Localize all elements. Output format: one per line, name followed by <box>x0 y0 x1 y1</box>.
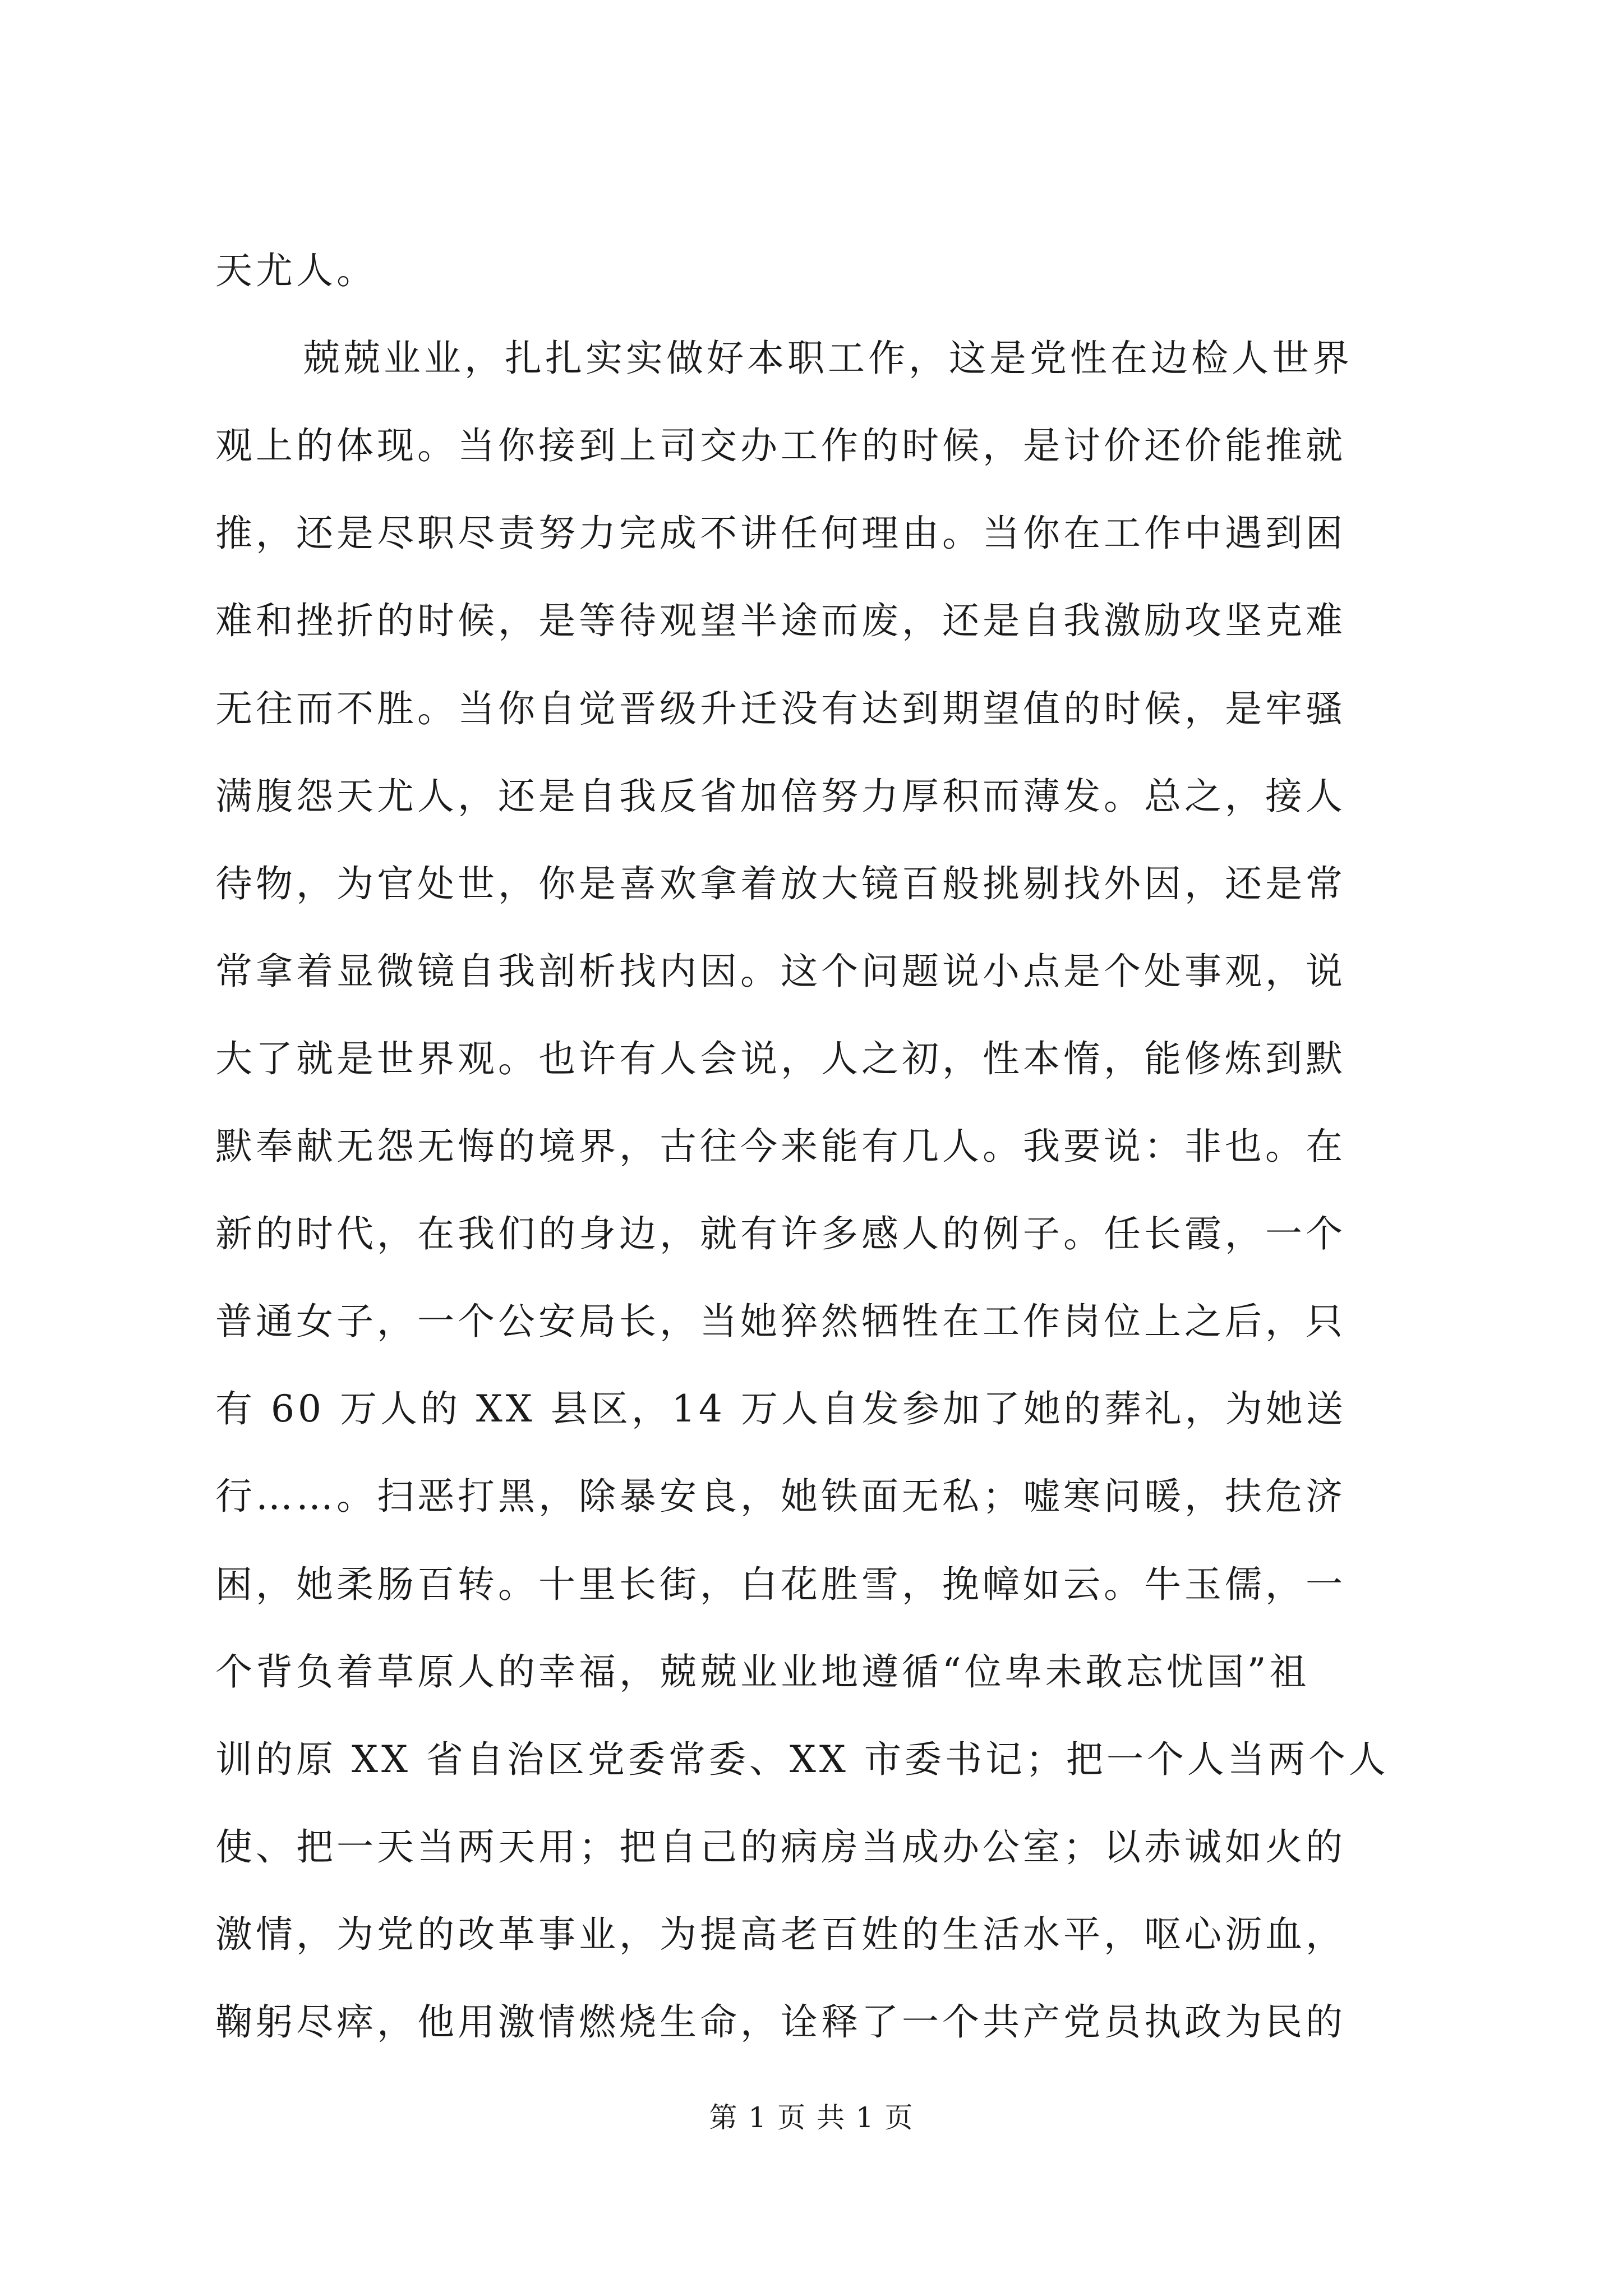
text-line: 兢兢业业，扎扎实实做好本职工作，这是党性在边检人世界 <box>303 337 1353 380</box>
text-line: 满腹怨天尤人，还是自我反省加倍努力厚积而薄发。总之，接人 <box>215 775 1346 818</box>
text-line: 推，还是尽职尽责努力完成不讲任何理由。当你在工作中遇到困 <box>215 512 1346 555</box>
text-line: 训的原 XX 省自治区党委常委、XX 市委书记；把一个人当两个人 <box>215 1738 1389 1781</box>
text-line: 新的时代，在我们的身边，就有许多感人的例子。任长霞，一个 <box>215 1212 1346 1255</box>
text-line: 常拿着显微镜自我剖析找内因。这个问题说小点是个处事观，说 <box>215 950 1346 993</box>
text-line: 有 60 万人的 XX 县区，14 万人自发参加了她的葬礼，为她送 <box>215 1387 1347 1430</box>
page-footer: 第 1 页 共 1 页 <box>709 2101 914 2134</box>
text-line: 天尤人。 <box>215 249 377 292</box>
text-line: 待物，为官处世，你是喜欢拿着放大镜百般挑剔找外因，还是常 <box>215 862 1346 905</box>
text-line: 普通女子，一个公安局长，当她猝然牺牲在工作岗位上之后，只 <box>215 1300 1346 1343</box>
text-line: 使、把一天当两天用；把自己的病房当成办公室；以赤诚如火的 <box>215 1825 1346 1869</box>
text-line: 大了就是世界观。也许有人会说，人之初，性本惰，能修炼到默 <box>215 1037 1346 1080</box>
text-line: 激情，为党的改革事业，为提高老百姓的生活水平，呕心沥血， <box>215 1913 1346 1956</box>
text-line: 观上的体现。当你接到上司交办工作的时候，是讨价还价能推就 <box>215 424 1346 467</box>
text-line: 困，她柔肠百转。十里长街，白花胜雪，挽幛如云。牛玉儒，一 <box>215 1563 1346 1606</box>
text-line: 无往而不胜。当你自觉晋级升迁没有达到期望值的时候，是牢骚 <box>215 687 1346 730</box>
text-line: 个背负着草原人的幸福，兢兢业业地遵循“位卑未敢忘忧国”祖 <box>215 1650 1310 1694</box>
text-line: 行……。扫恶打黑，除暴安良，她铁面无私；嘘寒问暖，扶危济 <box>215 1475 1346 1518</box>
text-line: 默奉献无怨无悔的境界，古往今来能有几人。我要说：非也。在 <box>215 1125 1346 1168</box>
text-line: 难和挫折的时候，是等待观望半途而废，还是自我激励攻坚克难 <box>215 599 1346 642</box>
text-line: 鞠躬尽瘁，他用激情燃烧生命，诠释了一个共产党员执政为民的 <box>215 2000 1346 2044</box>
